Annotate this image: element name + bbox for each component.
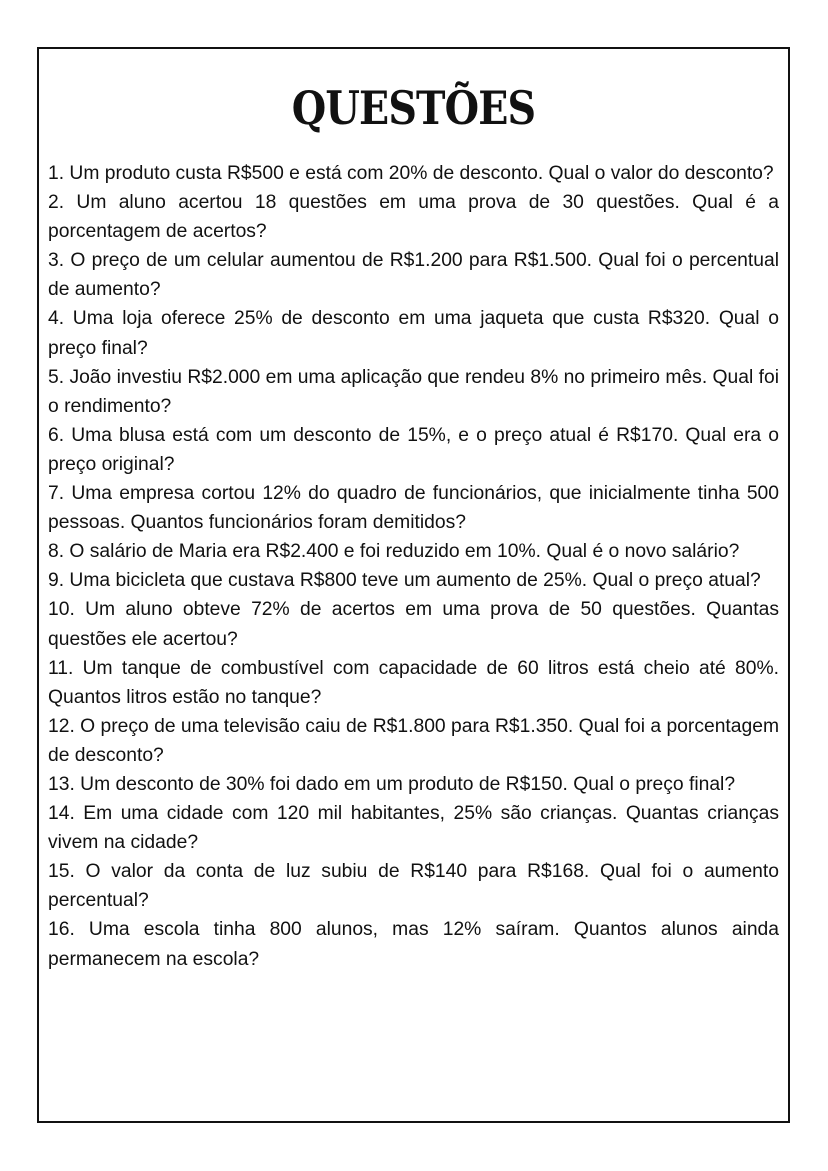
question-item: 14. Em uma cidade com 120 mil habitantes, 25% são crianças. Quantas crianças vivem na cidade? <box>48 803 779 854</box>
question-item: 16. Uma escola tinha 800 alunos, mas 12% saíram. Quantos alunos ainda permanecem na escola? <box>48 919 779 970</box>
question-item: 8. O salário de Maria era R$2.400 e foi reduzido em 10%. Qual é o novo salário? <box>48 541 740 563</box>
question-list <box>48 159 779 974</box>
worksheet-frame <box>37 47 790 1123</box>
page-title: QUESTÕES <box>291 81 536 135</box>
question-item: 15. O valor da conta de luz subiu de R$140 para R$168. Qual foi o aumento percentual? <box>48 861 779 912</box>
question-item: 10. Um aluno obteve 72% de acertos em uma prova de 50 questões. Quantas questões ele acertou? <box>48 599 779 650</box>
question-item: 13. Um desconto de 30% foi dado em um produto de R$150. Qual o preço final? <box>48 773 736 795</box>
question-item: 7. Uma empresa cortou 12% do quadro de funcionários, que inicialmente tinha 500 pessoas. Quantos funcionários foram demitidos? <box>48 483 779 534</box>
question-item: 1. Um produto custa R$500 e está com 20% de desconto. Qual o valor do desconto? <box>48 163 774 184</box>
question-item: 4. Uma loja oferece 25% de desconto em uma jaqueta que custa R$320. Qual o preço final? <box>48 308 779 359</box>
question-item: 3. O preço de um celular aumentou de R$1.200 para R$1.500. Qual foi o percentual de aumento? <box>48 250 779 301</box>
question-item: 9. Uma bicicleta que custava R$800 teve um aumento de 25%. Qual o preço atual? <box>48 570 761 592</box>
question-item: 5. João investiu R$2.000 em uma aplicação que rendeu 8% no primeiro mês. Qual foi o rendimento? <box>48 366 779 417</box>
question-item: 2. Um aluno acertou 18 questões em uma prova de 30 questões. Qual é a porcentagem de acertos? <box>48 192 779 243</box>
question-item: 11. Um tanque de combustível com capacidade de 60 litros está cheio até 80%. Quantos litros estão no tanque? <box>48 657 779 708</box>
question-item: 12. O preço de uma televisão caiu de R$1.800 para R$1.350. Qual foi a porcentagem de desconto? <box>48 715 780 766</box>
question-item: 6. Uma blusa está com um desconto de 15%, e o preço atual é R$170. Qual era o preço original? <box>48 424 779 475</box>
